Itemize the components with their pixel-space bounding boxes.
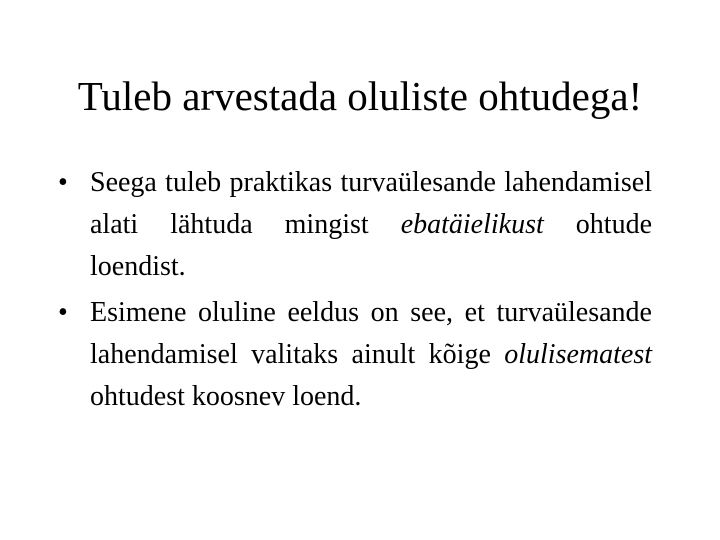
bullet-text-before: Esimene oluline eeldus on see, et turvaülesande lahendamisel valitaks ainult kõige	[90, 297, 652, 370]
bullet-text-after: ohtudest koosnev loend.	[90, 381, 362, 412]
bullet-list	[58, 162, 652, 422]
bullet-item	[58, 292, 652, 418]
bullet-text-before: Seega tuleb praktikas turvaülesande lahendamisel alati lähtuda mingist	[90, 167, 652, 240]
bullet-text-emphasis: ebatäielikust	[400, 209, 544, 240]
bullet-text-after: ohtude loendist.	[90, 209, 652, 282]
slide-title: Tuleb arvestada oluliste ohtudega!	[77, 73, 643, 119]
bullet-symbol: •	[58, 167, 68, 198]
bullet-symbol: •	[58, 297, 68, 328]
bullet-item	[58, 162, 652, 288]
bullet-text-emphasis: olulisematest	[504, 339, 652, 370]
